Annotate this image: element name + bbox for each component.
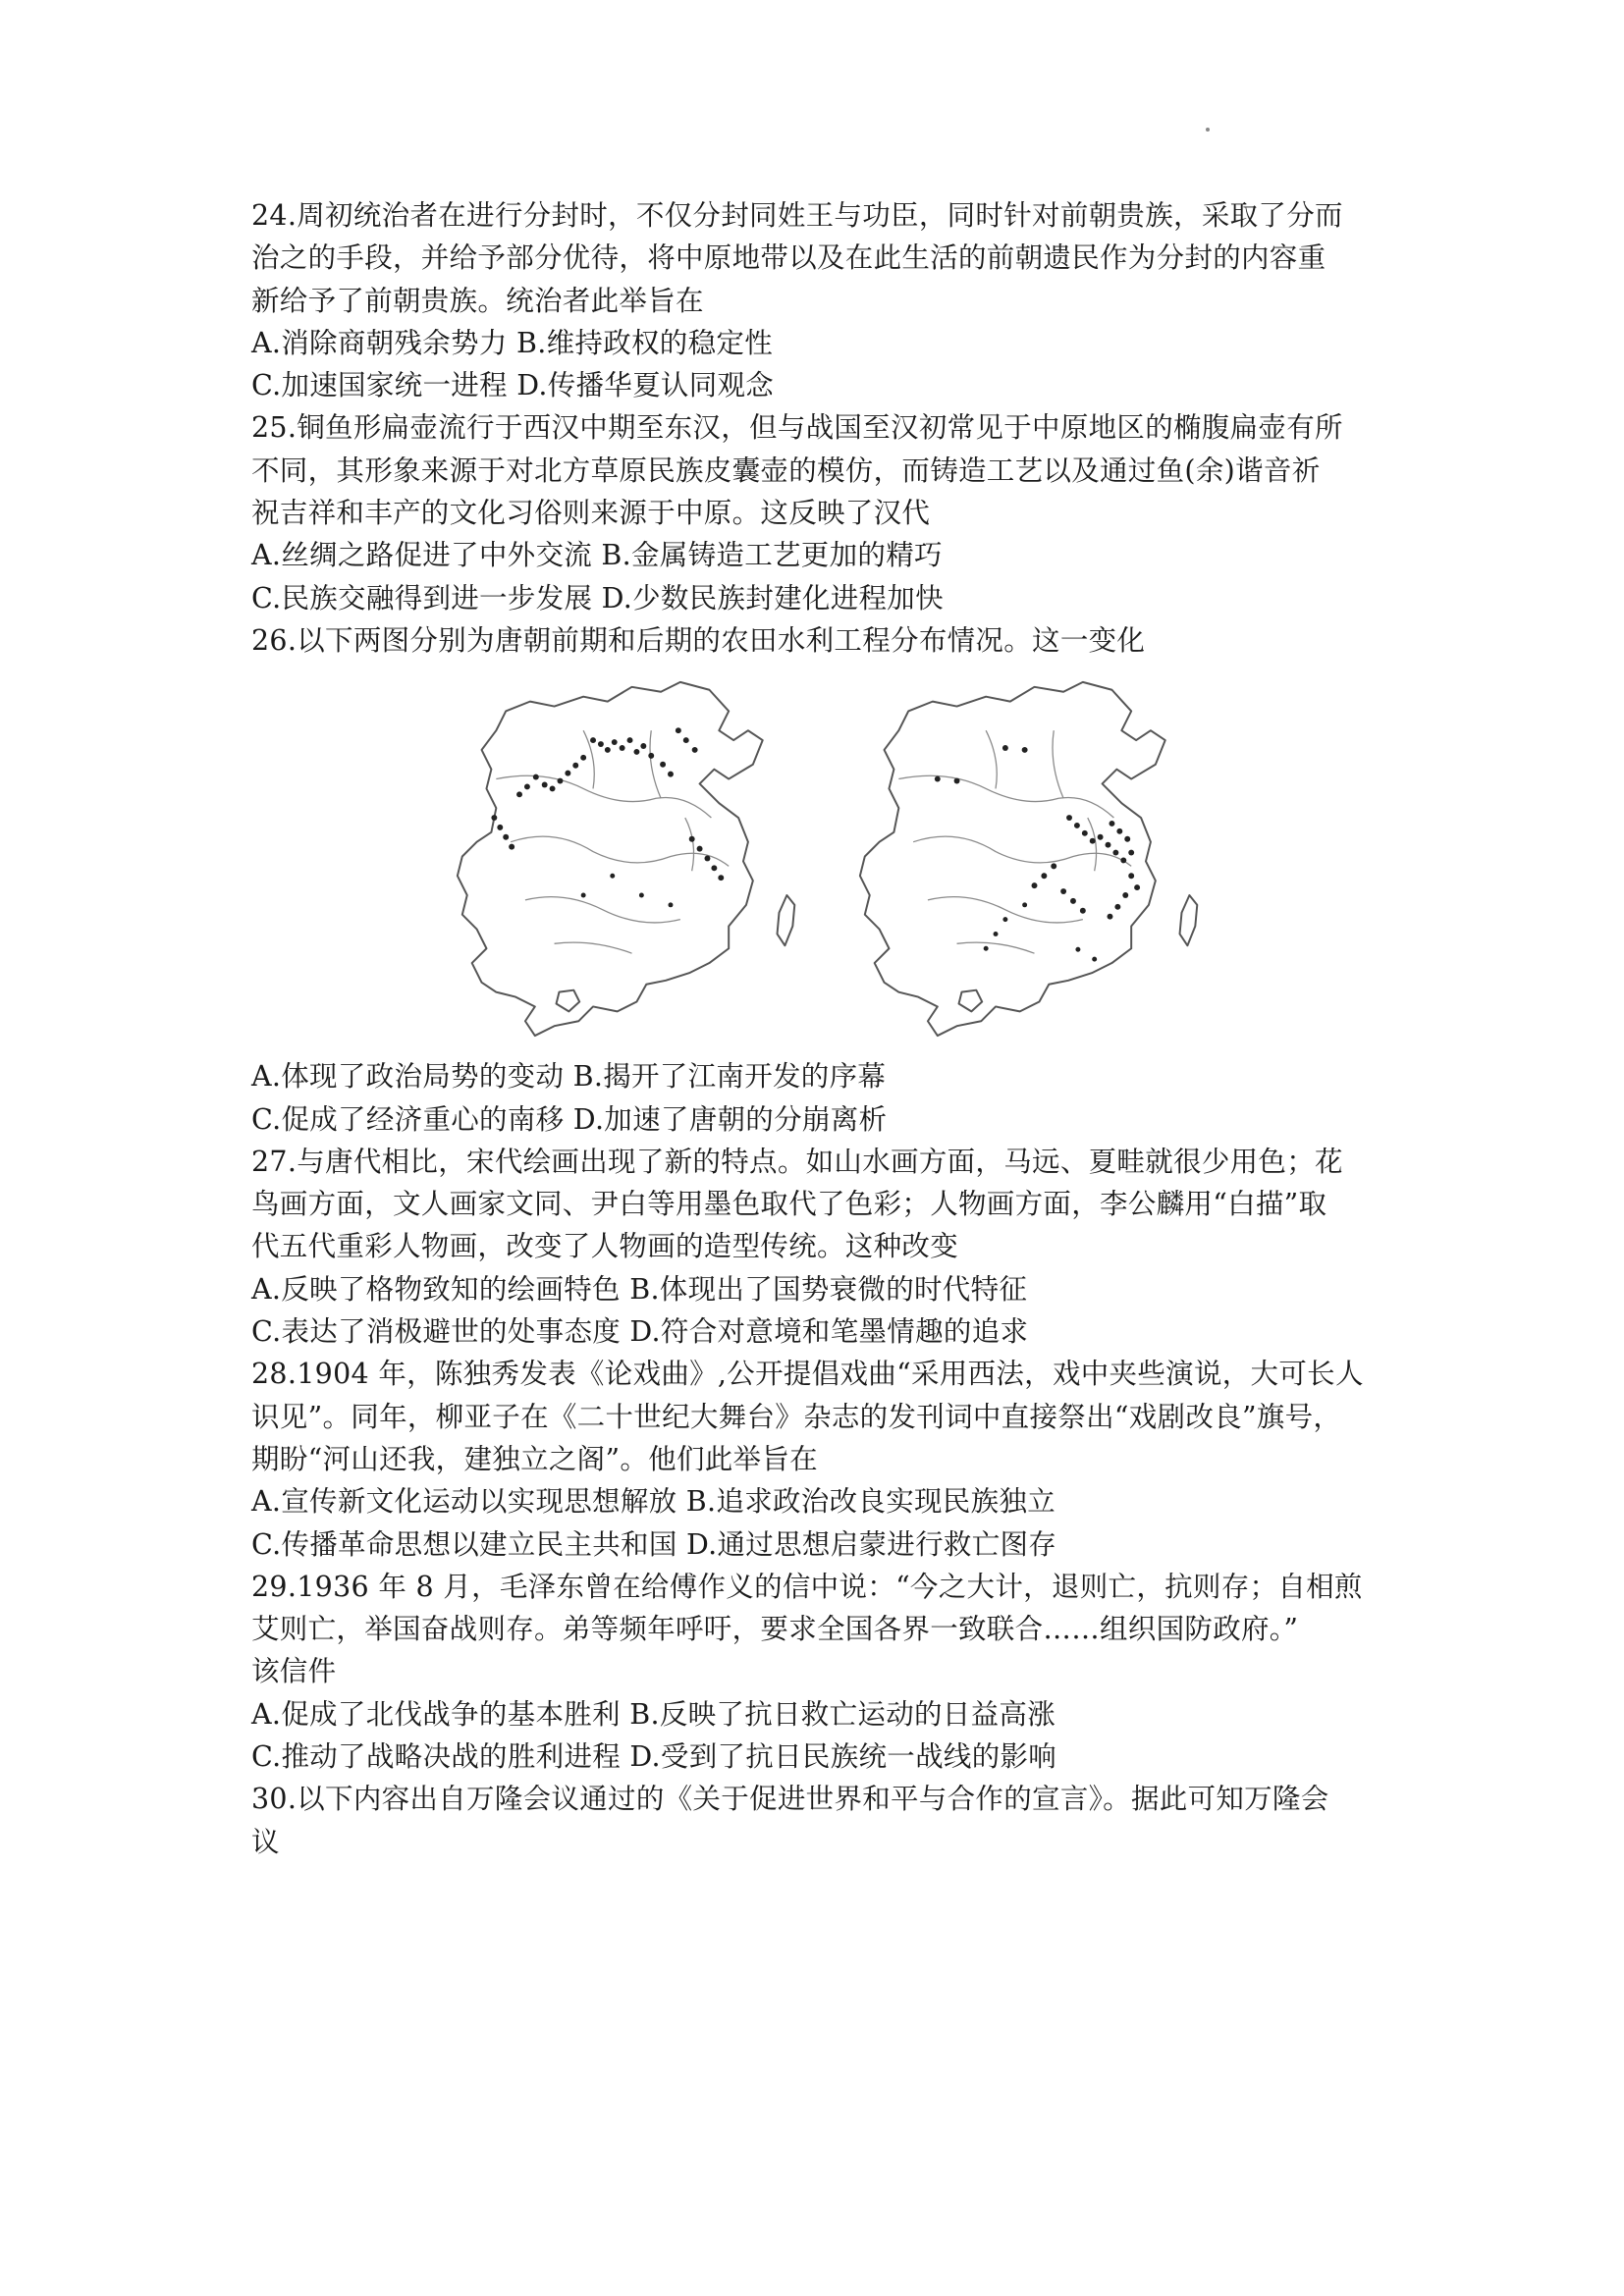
question-list xyxy=(251,194,1390,1863)
question-stem-line: 期盼“河山还我，建独立之阁”。他们此举旨在 xyxy=(251,1442,818,1475)
option-line-cd: C.表达了消极避世的处事态度 D.符合对意境和笔墨情趣的追求 xyxy=(251,1315,1029,1349)
question-stem-line: 治之的手段，并给予部分优待，将中原地带以及在此生活的前朝遗民作为分封的内容重 xyxy=(251,241,1326,275)
option-line-ab: A.宣传新文化运动以实现思想解放 B.追求政治改良实现民族独立 xyxy=(251,1485,1056,1519)
option-line-cd: C.推动了战略决战的胜利进程 D.受到了抗日民族统一战线的影响 xyxy=(251,1740,1057,1774)
map-late-tang-drawing xyxy=(840,672,1228,1041)
question-30 xyxy=(251,1778,1390,1863)
map-early-tang xyxy=(438,672,826,1041)
question-stem-line: 该信件 xyxy=(251,1655,337,1688)
question-stem-line: 祝吉祥和丰产的文化习俗则来源于中原。这反映了汉代 xyxy=(251,497,931,530)
question-stem-line: 代五代重彩人物画，改变了人物画的造型传统。这种改变 xyxy=(251,1230,959,1263)
question-stem-line: 新给予了前朝贵族。统治者此举旨在 xyxy=(251,284,704,317)
question-25 xyxy=(251,406,1390,618)
question-stem-line: 26.以下两图分别为唐朝前期和后期的农田水利工程分布情况。这一变化 xyxy=(251,623,1146,657)
question-stem-line: 24.周初统治者在进行分封时，不仅分封同姓王与功臣，同时针对前朝贵族，采取了分而 xyxy=(251,199,1343,232)
option-line-ab: A.体现了政治局势的变动 B.揭开了江南开发的序幕 xyxy=(251,1060,887,1094)
question-28 xyxy=(251,1353,1390,1565)
corner-dot xyxy=(1206,128,1210,132)
question-stem-line: 29.1936 年 8 月，毛泽东曾在给傅作义的信中说：“今之大计，退则亡，抗则存；自相煎 xyxy=(251,1570,1363,1603)
option-line-ab: A.促成了北伐战争的基本胜利 B.反映了抗日救亡运动的日益高涨 xyxy=(251,1697,1056,1731)
question-stem-line: 不同，其形象来源于对北方草原民族皮囊壶的模仿，而铸造工艺以及通过鱼(余)谐音祈 xyxy=(251,454,1321,487)
question-29 xyxy=(251,1566,1390,1778)
question-stem-line: 识见”。同年，柳亚子在《二十世纪大舞台》杂志的发刊词中直接祭出“戏剧改良”旗号， xyxy=(251,1400,1342,1433)
question-26 xyxy=(251,619,1390,1141)
option-line-ab: A.丝绸之路促进了中外交流 B.金属铸造工艺更加的精巧 xyxy=(251,539,943,572)
question-stem-line: 艾则亡，举国奋战则存。弟等频年呼吁，要求全国各界一致联合……组织国防政府。” xyxy=(251,1613,1299,1646)
option-line-cd: C.民族交融得到进一步发展 D.少数民族封建化进程加快 xyxy=(251,581,944,614)
map-early-tang-drawing xyxy=(438,672,826,1041)
question-stem-line: 议 xyxy=(251,1825,280,1858)
option-line-cd: C.加速国家统一进程 D.传播华夏认同观念 xyxy=(251,369,775,402)
option-line-cd: C.促成了经济重心的南移 D.加速了唐朝的分崩离析 xyxy=(251,1102,888,1136)
question-27 xyxy=(251,1141,1390,1353)
map-late-tang xyxy=(840,672,1228,1041)
question-stem-line: 28.1904 年，陈独秀发表《论戏曲》,公开提倡戏曲“采用西法，戏中夹些演说，大可长人 xyxy=(251,1358,1364,1391)
option-line-ab: A.消除商朝残余势力 B.维持政权的稳定性 xyxy=(251,326,774,359)
option-line-cd: C.传播革命思想以建立民主共和国 D.通过思想启蒙进行救亡图存 xyxy=(251,1527,1057,1561)
question-stem-line: 27.与唐代相比，宋代绘画出现了新的特点。如山水画方面，马远、夏畦就很少用色；花 xyxy=(251,1145,1343,1178)
question-stem-line: 鸟画方面，文人画家文同、尹白等用墨色取代了色彩；人物画方面，李公麟用“白描”取 xyxy=(251,1188,1327,1221)
option-line-ab: A.反映了格物致知的绘画特色 B.体现出了国势衰微的时代特征 xyxy=(251,1272,1028,1306)
question-stem-line: 30.以下内容出自万隆会议通过的《关于促进世界和平与合作的宣言》。据此可知万隆会 xyxy=(251,1783,1329,1816)
question-24 xyxy=(251,194,1390,406)
question-stem-line: 25.铜鱼形扁壶流行于西汉中期至东汉，但与战国至汉初常见于中原地区的椭腹扁壶有所 xyxy=(251,411,1343,445)
tang-irrigation-maps xyxy=(251,672,1390,1043)
